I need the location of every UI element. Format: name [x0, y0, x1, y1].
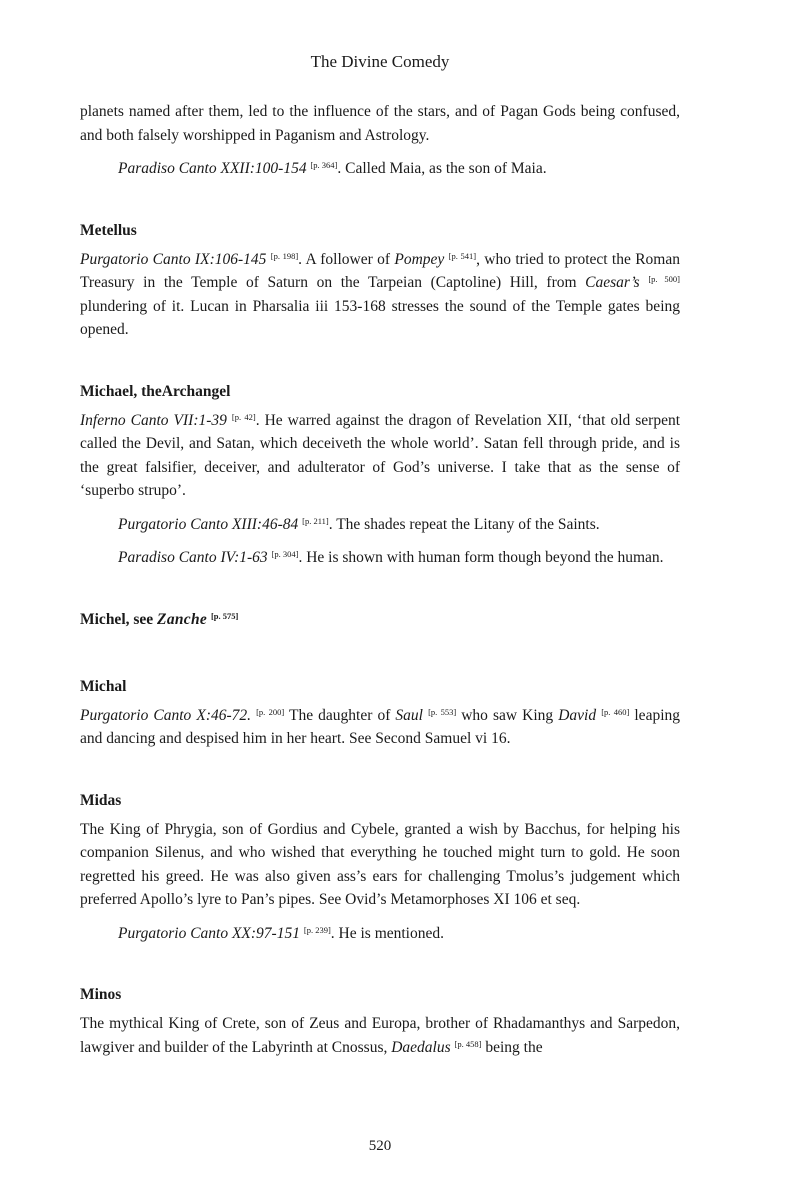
entry-paragraph: Inferno Canto VII:1-39 [p. 42]. He warred against the dragon of Revelation XII, ‘that old serpent called the Devil, and Satan, which deceiveth the whole world’. Satan fell through pride, and is the great falsifier, deceiver, and adulterator of God’s universe. I take that as the sense of ‘superbo strupo’.	[80, 411, 681, 499]
entry-paragraph: The mythical King of Crete, son of Zeus and Europa, brother of Rhadamanthys and Sarpedon, lawgiver and builder of the Labyrinth at Cnossus, Daedalus [p. 458] being the	[80, 1015, 680, 1056]
entry-citation-paragraph: Purgatorio Canto XIII:46-84 [p. 211]. The shades repeat the Litany of the Saints.	[118, 515, 600, 533]
page-ref[interactable]: [p. 211]	[302, 515, 329, 526]
citation[interactable]: Inferno Canto VII:1-39	[80, 411, 227, 429]
page-ref[interactable]: [p. 500]	[648, 274, 680, 284]
page-ref[interactable]: [p. 364]	[310, 160, 338, 170]
citation[interactable]: Purgatorio Canto XX:97-151	[118, 924, 300, 942]
entry-metellus	[80, 219, 680, 342]
entry-paragraph: Purgatorio Canto IX:106-145 [p. 198]. A follower of Pompey [p. 541], who tried to protect the Roman Treasury in the Temple of Saturn on the Tarpeian (Captoline) Hill, from Caesar’s [p. 500] plundering of it. Lucan in Pharsalia iii 153-168 stresses the sound of the Temple gates being opened.	[80, 250, 680, 338]
entry-heading: Minos	[80, 986, 122, 1003]
page-ref[interactable]: [p. 575]	[210, 610, 239, 621]
entry-heading: Michel, see Zanche [p. 575]	[80, 610, 239, 628]
cross-ref-link[interactable]: Caesar’s	[585, 274, 640, 291]
page-ref[interactable]: [p. 239]	[303, 924, 331, 935]
page-ref[interactable]: [p. 200]	[256, 706, 285, 717]
entry-minos	[80, 983, 680, 1059]
cross-ref-link[interactable]: Pompey	[394, 250, 445, 268]
citation[interactable]: Purgatorio Canto IX:106-145	[80, 250, 267, 268]
body-text	[80, 100, 680, 1059]
citation[interactable]: Paradiso Canto XXII:100-154	[118, 160, 307, 177]
cross-ref-link[interactable]: Saul	[395, 706, 423, 724]
page-ref[interactable]: [p. 541]	[448, 250, 477, 261]
cross-ref-link[interactable]: David	[558, 706, 597, 724]
citation[interactable]: Paradiso Canto IV:1-63	[118, 549, 268, 566]
citation[interactable]: Purgatorio Canto XIII:46-84	[118, 515, 299, 533]
entry-paragraph: Purgatorio Canto X:46-72. [p. 200] The daughter of Saul [p. 553] who saw King David [p. 460] leaping and dancing and despised him in her heart. See Second Samuel vi 16.	[80, 706, 680, 747]
continuation-citation: Paradiso Canto XXII:100-154 [p. 364]. Called Maia, as the son of Maia.	[118, 160, 547, 177]
citation[interactable]: Purgatorio Canto X:46-72.	[80, 706, 252, 724]
continuation-paragraph: planets named after them, led to the influence of the stars, and of Pagan Gods being confused, and both falsely worshipped in Paganism and Astrology.	[80, 103, 680, 144]
entry-heading: Metellus	[80, 221, 137, 239]
entry-citation-paragraph: Purgatorio Canto XX:97-151 [p. 239]. He is mentioned.	[118, 924, 444, 942]
page-number: 520	[368, 1138, 392, 1154]
page-ref[interactable]: [p. 460]	[601, 706, 630, 717]
entry-heading: Michael, theArchangel	[80, 382, 231, 400]
entry-michal	[80, 675, 680, 751]
cross-ref-link[interactable]: Daedalus	[391, 1038, 451, 1056]
entry-michel	[80, 608, 680, 631]
entry-citation-paragraph: Paradiso Canto IV:1-63 [p. 304]. He is shown with human form though beyond the human.	[118, 549, 664, 566]
entry-heading: Midas	[80, 791, 122, 809]
page-ref[interactable]: [p. 42]	[231, 411, 256, 422]
page-ref[interactable]: [p. 553]	[428, 706, 457, 717]
entry-heading: Michal	[80, 677, 127, 695]
page	[80, 0, 680, 1200]
page-ref[interactable]: [p. 304]	[271, 549, 299, 559]
cross-ref-link[interactable]: Zanche	[157, 610, 208, 628]
entry-michael	[80, 380, 680, 570]
page-ref[interactable]: [p. 198]	[270, 250, 299, 261]
page-ref[interactable]: [p. 458]	[454, 1038, 482, 1049]
running-head: The Divine Comedy	[310, 52, 450, 71]
entry-paragraph: The King of Phrygia, son of Gordius and Cybele, granted a wish by Bacchus, for helping his companion Silenus, and who wished that everything he touched might turn to gold. He soon regretted his greed. He was also given ass’s ears for challenging Tmolus’s judgement which preferred Apollo’s lyre to Pan’s pipes. See Ovid’s Metamorphoses XI 106 et seq.	[80, 820, 680, 908]
entry-midas	[80, 789, 680, 946]
